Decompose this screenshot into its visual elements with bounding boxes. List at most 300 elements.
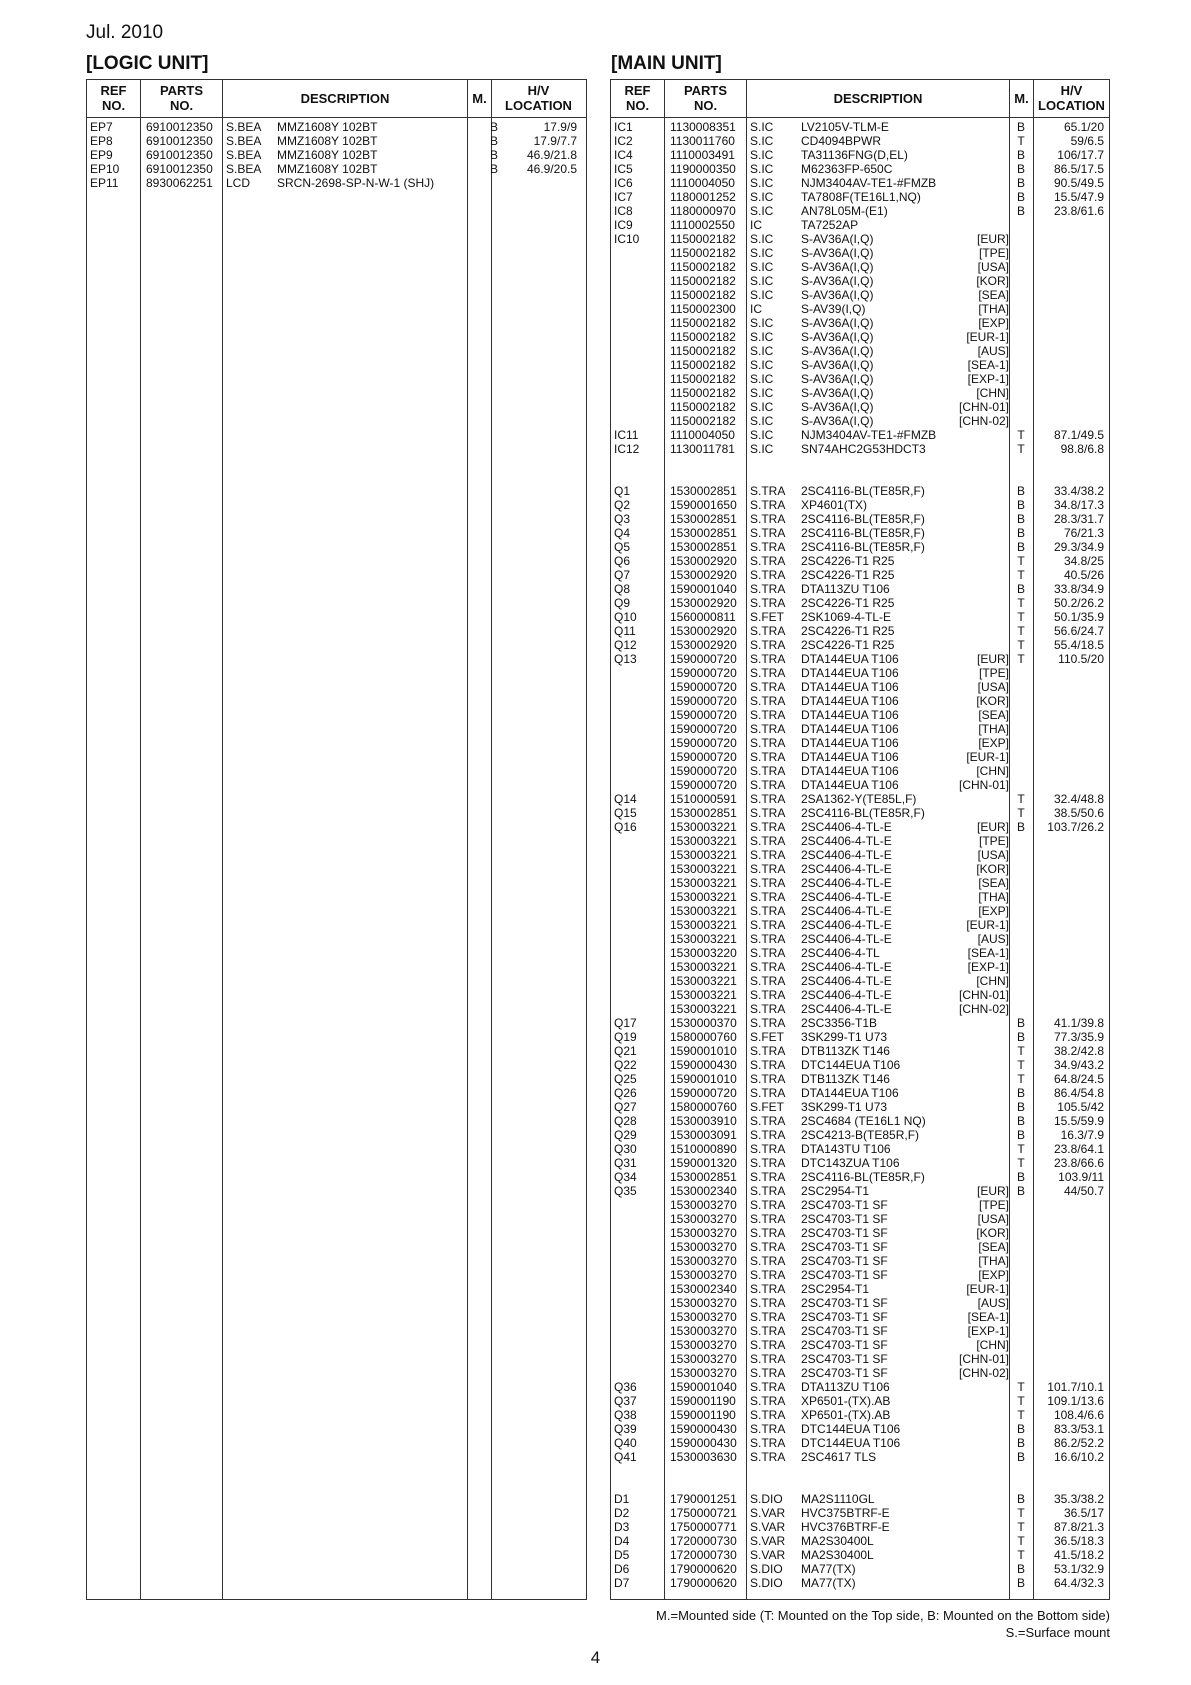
parts-no-cell: 1590000720 <box>670 666 737 680</box>
description-cell: MA77(TX) <box>801 1562 856 1576</box>
ref-cell: Q3 <box>614 512 631 526</box>
variant-cell: [CHN] <box>976 1338 1009 1352</box>
description-cell: LV2105V-TLM-E <box>801 120 889 134</box>
type-cell: S.TRA <box>750 946 786 960</box>
location-cell: 50.1/35.9 <box>1053 610 1104 624</box>
location-cell: 32.4/48.8 <box>1053 792 1104 806</box>
description-cell: 2SC4703-T1 SF <box>801 1254 888 1268</box>
ref-cell: Q8 <box>614 582 631 596</box>
ref-cell: IC2 <box>614 134 633 148</box>
logic-unit-title: [LOGIC UNIT] <box>86 53 209 74</box>
description-cell: 2SC4406-4-TL-E <box>801 890 892 904</box>
ref-cell: Q9 <box>614 596 631 610</box>
parts-no-cell: 1590001040 <box>670 582 737 596</box>
location-cell: 65.1/20 <box>1063 120 1104 134</box>
mounted-side-cell: T <box>1017 610 1025 624</box>
table-row <box>611 1058 1109 1072</box>
description-cell: 2SK1069-4-TL-E <box>801 610 892 624</box>
type-cell: S.TRA <box>750 1170 786 1184</box>
variant-cell: [CHN] <box>976 974 1009 988</box>
variant-cell: [EUR] <box>976 232 1009 246</box>
ref-cell: IC8 <box>614 204 633 218</box>
description-cell: DTA144EUA T106 <box>801 750 899 764</box>
variant-cell: [KOR] <box>976 274 1009 288</box>
parts-no-cell: 1530003221 <box>670 848 737 862</box>
variant-cell: [TPE] <box>978 666 1009 680</box>
variant-cell: [THA] <box>978 302 1009 316</box>
table-row <box>611 190 1109 204</box>
variant-cell: [KOR] <box>976 862 1009 876</box>
table-row <box>611 1100 1109 1114</box>
variant-cell: [SEA-1] <box>967 358 1009 372</box>
parts-no-cell: 1530002851 <box>670 526 737 540</box>
parts-no-cell: 1150002182 <box>670 260 736 274</box>
parts-no-cell: 1530003221 <box>670 890 737 904</box>
description-cell: S-AV36A(I,Q) <box>801 330 874 344</box>
parts-no-cell: 1530003270 <box>670 1310 737 1324</box>
parts-no-cell: 1180000970 <box>670 204 736 218</box>
description-cell: DTA113ZU T106 <box>801 582 890 596</box>
location-cell: 86.5/17.5 <box>1053 162 1104 176</box>
variant-cell: [USA] <box>977 848 1009 862</box>
location-cell: 50.2/26.2 <box>1053 596 1104 610</box>
ref-cell: Q34 <box>614 1170 637 1184</box>
type-cell: S.FET <box>750 610 785 624</box>
mounted-side-cell: B <box>489 148 498 162</box>
ref-cell: Q12 <box>614 638 637 652</box>
mounted-side-cell: T <box>1017 554 1025 568</box>
variant-cell: [SEA] <box>978 876 1009 890</box>
table-row <box>611 750 1109 764</box>
location-cell: 28.3/31.7 <box>1053 512 1104 526</box>
location-cell: 23.8/64.1 <box>1053 1142 1104 1156</box>
ref-cell: IC11 <box>614 428 639 442</box>
description-cell: SN74AHC2G53HDCT3 <box>801 442 926 456</box>
parts-no-cell: 1530003270 <box>670 1198 737 1212</box>
variant-cell: [SEA-1] <box>967 1310 1009 1324</box>
parts-no-cell: 1130008351 <box>670 120 736 134</box>
type-cell: S.TRA <box>750 568 786 582</box>
location-cell: 90.5/49.5 <box>1053 176 1104 190</box>
header-mounted-side: M. <box>1014 90 1029 106</box>
type-cell: S.TRA <box>750 890 786 904</box>
ref-cell: Q10 <box>614 610 637 624</box>
table-row <box>611 288 1109 302</box>
location-cell: 83.3/53.1 <box>1053 1422 1104 1436</box>
type-cell: S.TRA <box>750 512 786 526</box>
type-cell: S.TRA <box>750 750 786 764</box>
variant-cell: [SEA-1] <box>967 946 1009 960</box>
description-cell: MA2S30400L <box>801 1534 874 1548</box>
ref-cell: EP10 <box>90 162 120 176</box>
table-row <box>611 610 1109 624</box>
type-cell: S.IC <box>750 190 774 204</box>
type-cell: S.TRA <box>750 918 786 932</box>
parts-no-cell: 1110004050 <box>670 176 735 190</box>
description-cell: 2SC4703-T1 SF <box>801 1366 888 1380</box>
parts-no-cell: 1720000730 <box>670 1548 737 1562</box>
location-cell: 101.7/10.1 <box>1047 1380 1104 1394</box>
mounted-side-cell: B <box>1016 1422 1025 1436</box>
variant-cell: [EUR-1] <box>966 918 1009 932</box>
table-row <box>611 946 1109 960</box>
description-cell: DTB113ZK T146 <box>801 1044 890 1058</box>
mounted-side-cell: B <box>1016 190 1025 204</box>
parts-no-cell: 1530003221 <box>670 932 737 946</box>
description-cell: MA77(TX) <box>801 1576 856 1590</box>
variant-cell: [EXP-1] <box>967 372 1009 386</box>
location-cell: 15.5/47.9 <box>1053 190 1104 204</box>
parts-no-cell: 1590001190 <box>670 1408 736 1422</box>
mounted-side-cell: T <box>1017 1044 1025 1058</box>
ref-cell: IC7 <box>614 190 633 204</box>
table-row <box>611 120 1109 134</box>
location-cell: 87.1/49.5 <box>1053 428 1104 442</box>
table-row <box>611 134 1109 148</box>
variant-cell: [EUR-1] <box>966 330 1009 344</box>
ref-cell: Q41 <box>614 1450 637 1464</box>
type-cell: S.TRA <box>750 848 786 862</box>
description-cell: DTA144EUA T106 <box>801 1086 899 1100</box>
description-cell: XP6501-(TX).AB <box>801 1408 891 1422</box>
table-row <box>611 526 1109 540</box>
table-row <box>611 386 1109 400</box>
type-cell: S.IC <box>750 162 774 176</box>
parts-no-cell: 1530003270 <box>670 1296 737 1310</box>
variant-cell: [THA] <box>978 1254 1009 1268</box>
type-cell: S.TRA <box>750 694 786 708</box>
description-cell: DTA144EUA T106 <box>801 764 899 778</box>
parts-no-cell: 1590000430 <box>670 1436 737 1450</box>
parts-no-cell: 1150002182 <box>670 400 736 414</box>
description-cell: DTA144EUA T106 <box>801 652 899 666</box>
description-cell: 2SC4406-4-TL-E <box>801 918 892 932</box>
parts-no-cell: 1530002340 <box>670 1184 737 1198</box>
parts-no-cell: 1530003270 <box>670 1366 737 1380</box>
type-cell: S.TRA <box>750 1086 786 1100</box>
description-cell: DTC144EUA T106 <box>801 1436 901 1450</box>
variant-cell: [EXP] <box>978 316 1009 330</box>
ref-cell: EP11 <box>90 176 119 190</box>
parts-no-cell: 1590000720 <box>670 736 737 750</box>
parts-no-cell: 1150002182 <box>670 316 736 330</box>
table-row <box>611 1226 1109 1240</box>
table-row <box>611 1520 1109 1534</box>
mounted-side-cell: T <box>1017 1156 1025 1170</box>
parts-no-cell: 1110002550 <box>670 218 735 232</box>
parts-no-cell: 1590001010 <box>670 1072 737 1086</box>
table-row <box>611 820 1109 834</box>
ref-cell: IC1 <box>614 120 633 134</box>
type-cell: S.BEA <box>226 134 262 148</box>
table-row <box>611 722 1109 736</box>
table-row <box>611 554 1109 568</box>
description-cell: 2SC4703-T1 SF <box>801 1324 888 1338</box>
mounted-side-cell: T <box>1017 792 1025 806</box>
table-row <box>611 1548 1109 1562</box>
parts-no-cell: 1590000720 <box>670 680 737 694</box>
table-row <box>611 1492 1109 1506</box>
parts-no-cell: 1580000760 <box>670 1100 737 1114</box>
description-cell: TA31136FNG(D,EL) <box>801 148 908 162</box>
ref-cell: Q4 <box>614 526 631 540</box>
mounted-side-cell: B <box>1016 1450 1025 1464</box>
type-cell: S.IC <box>750 344 774 358</box>
parts-no-cell: 1590000720 <box>670 652 737 666</box>
type-cell: S.TRA <box>750 862 786 876</box>
type-cell: S.TRA <box>750 624 786 638</box>
mounted-side-cell: B <box>1016 120 1025 134</box>
variant-cell: [CHN] <box>976 764 1009 778</box>
description-cell: DTA144EUA T106 <box>801 708 899 722</box>
parts-no-cell: 1150002182 <box>670 414 736 428</box>
description-cell: S-AV36A(I,Q) <box>801 344 874 358</box>
type-cell: S.TRA <box>750 680 786 694</box>
type-cell: S.TRA <box>750 1240 786 1254</box>
variant-cell: [CHN-01] <box>958 988 1009 1002</box>
table-row <box>611 666 1109 680</box>
ref-cell: D4 <box>614 1534 630 1548</box>
ref-cell: D1 <box>614 1492 630 1506</box>
location-cell: 44/50.7 <box>1063 1184 1104 1198</box>
description-cell: 2SC4406-4-TL-E <box>801 904 892 918</box>
variant-cell: [AUS] <box>977 344 1009 358</box>
variant-cell: [TPE] <box>978 834 1009 848</box>
description-cell: DTA144EUA T106 <box>801 778 899 792</box>
description-cell: 2SC4703-T1 SF <box>801 1212 888 1226</box>
table-row <box>611 1184 1109 1198</box>
type-cell: S.IC <box>750 148 774 162</box>
table-row <box>611 246 1109 260</box>
table-row <box>611 638 1109 652</box>
table-row <box>611 1086 1109 1100</box>
mounted-side-cell: T <box>1017 428 1025 442</box>
mounted-side-cell: B <box>1016 162 1025 176</box>
description-cell: 2SC4406-4-TL <box>801 946 880 960</box>
location-cell: 36.5/18.3 <box>1053 1534 1104 1548</box>
table-row <box>611 708 1109 722</box>
table-row <box>611 1002 1109 1016</box>
mounted-side-cell: T <box>1017 1142 1025 1156</box>
description-cell: DTC144EUA T106 <box>801 1422 901 1436</box>
page-number: 4 <box>590 1648 601 1667</box>
ref-cell: Q7 <box>614 568 631 582</box>
type-cell: S.TRA <box>750 1394 786 1408</box>
type-cell: S.IC <box>750 428 774 442</box>
ref-cell: Q15 <box>614 806 637 820</box>
mounted-side-cell: B <box>1016 1492 1025 1506</box>
table-row <box>611 1296 1109 1310</box>
description-cell: 2SC4406-4-TL-E <box>801 848 892 862</box>
main-unit-table <box>610 79 1110 1600</box>
description-cell: XP4601(TX) <box>801 498 868 512</box>
description-cell: DTA144EUA T106 <box>801 666 899 680</box>
description-cell: 2SC4406-4-TL-E <box>801 834 892 848</box>
ref-cell: Q11 <box>614 624 636 638</box>
table-row <box>611 456 1109 470</box>
ref-cell: Q27 <box>614 1100 637 1114</box>
table-row <box>611 1114 1109 1128</box>
ref-cell: IC9 <box>614 218 633 232</box>
location-cell: 108.4/6.6 <box>1053 1408 1104 1422</box>
description-cell: 2SC4406-4-TL-E <box>801 960 892 974</box>
mounted-side-cell: B <box>1016 1016 1025 1030</box>
table-row <box>611 540 1109 554</box>
type-cell: S.TRA <box>750 1058 786 1072</box>
description-cell: AN78L05M-(E1) <box>801 204 888 218</box>
parts-no-cell: 1590000720 <box>670 694 737 708</box>
description-cell: MA2S30400L <box>801 1548 874 1562</box>
parts-no-cell: 1530002920 <box>670 568 737 582</box>
table-row <box>611 330 1109 344</box>
variant-cell: [EXP] <box>978 736 1009 750</box>
description-cell: 2SC4226-T1 R25 <box>801 638 895 652</box>
description-cell: 2SC4703-T1 SF <box>801 1296 888 1310</box>
location-cell: 38.5/50.6 <box>1053 806 1104 820</box>
table-row <box>611 414 1109 428</box>
ref-cell: Q29 <box>614 1128 637 1142</box>
variant-cell: [EUR] <box>976 652 1009 666</box>
table-row <box>611 890 1109 904</box>
description-cell: MA2S1110GL <box>801 1492 875 1506</box>
mounted-side-cell: B <box>489 134 498 148</box>
ref-cell: Q2 <box>614 498 631 512</box>
table-row <box>611 1310 1109 1324</box>
mounted-side-cell: B <box>1016 1030 1025 1044</box>
parts-no-cell: 1530003091 <box>670 1128 737 1142</box>
location-cell: 23.8/61.6 <box>1053 204 1104 218</box>
ref-cell: EP8 <box>90 134 113 148</box>
description-cell: 2SC4703-T1 SF <box>801 1310 888 1324</box>
table-row <box>611 1282 1109 1296</box>
type-cell: S.TRA <box>750 652 786 666</box>
parts-no-cell: 1530003221 <box>670 960 737 974</box>
parts-no-cell: 1150002182 <box>670 246 736 260</box>
description-cell: 2SC4226-T1 R25 <box>801 568 895 582</box>
location-cell: 56.6/24.7 <box>1053 624 1104 638</box>
table-row <box>611 1394 1109 1408</box>
variant-cell: [CHN-01] <box>958 1352 1009 1366</box>
location-cell: 16.6/10.2 <box>1053 1450 1104 1464</box>
ref-cell: Q30 <box>614 1142 637 1156</box>
description-cell: MMZ1608Y 102BT <box>277 134 378 148</box>
ref-cell: Q25 <box>614 1072 637 1086</box>
location-cell: 46.9/20.5 <box>526 162 577 176</box>
description-cell: S-AV36A(I,Q) <box>801 358 874 372</box>
description-cell: TA7808F(TE16L1,NQ) <box>801 190 921 204</box>
description-cell: 2SC4703-T1 SF <box>801 1226 888 1240</box>
type-cell: S.TRA <box>750 1268 786 1282</box>
type-cell: S.IC <box>750 204 774 218</box>
type-cell: S.DIO <box>750 1576 783 1590</box>
table-row <box>611 652 1109 666</box>
parts-no-cell: 1580000760 <box>670 1030 737 1044</box>
table-row <box>611 1128 1109 1142</box>
variant-cell: [EXP-1] <box>967 960 1009 974</box>
ref-cell: D5 <box>614 1548 630 1562</box>
type-cell: S.VAR <box>750 1520 786 1534</box>
type-cell: S.TRA <box>750 764 786 778</box>
table-row <box>611 1478 1109 1492</box>
table-row <box>611 148 1109 162</box>
location-cell: 46.9/21.8 <box>526 148 577 162</box>
parts-no-cell: 1790001251 <box>670 1492 737 1506</box>
description-cell: 2SC4213-B(TE85R,F) <box>801 1128 920 1142</box>
variant-cell: [CHN-02] <box>958 1002 1009 1016</box>
description-cell: 3SK299-T1 U73 <box>801 1100 888 1114</box>
type-cell: S.TRA <box>750 1114 786 1128</box>
location-cell: 86.2/52.2 <box>1053 1436 1104 1450</box>
parts-no-cell: 1590000430 <box>670 1422 737 1436</box>
parts-no-cell: 1590001010 <box>670 1044 737 1058</box>
table-row <box>611 834 1109 848</box>
description-cell: MMZ1608Y 102BT <box>277 120 378 134</box>
variant-cell: [AUS] <box>977 932 1009 946</box>
parts-no-cell: 1510000591 <box>670 792 737 806</box>
table-header <box>611 80 1109 118</box>
location-cell: 40.5/26 <box>1063 568 1104 582</box>
parts-no-cell: 1530003270 <box>670 1212 737 1226</box>
parts-no-cell: 1180001252 <box>670 190 736 204</box>
table-row <box>611 680 1109 694</box>
location-cell: 110.5/20 <box>1058 652 1104 666</box>
parts-no-cell: 1530003221 <box>670 974 737 988</box>
mounted-side-cell: B <box>1016 498 1025 512</box>
type-cell: S.TRA <box>750 540 786 554</box>
variant-cell: [KOR] <box>976 1226 1009 1240</box>
parts-no-cell: 1590000720 <box>670 750 737 764</box>
description-cell: 2SC4406-4-TL-E <box>801 820 892 834</box>
type-cell: S.TRA <box>750 1352 786 1366</box>
parts-no-cell: 1720000730 <box>670 1534 737 1548</box>
description-cell: 2SC4406-4-TL-E <box>801 862 892 876</box>
mounted-side-cell: B <box>1016 204 1025 218</box>
type-cell: S.TRA <box>750 1072 786 1086</box>
description-cell: 2SA1362-Y(TE85L,F) <box>801 792 917 806</box>
description-cell: 2SC4406-4-TL-E <box>801 1002 892 1016</box>
type-cell: S.FET <box>750 1030 785 1044</box>
location-cell: 59/6.5 <box>1070 134 1104 148</box>
header-hv-location: H/V LOCATION <box>505 83 572 113</box>
mounted-side-cell: T <box>1017 1520 1025 1534</box>
mounted-side-cell: T <box>1017 624 1025 638</box>
mounted-side-cell: T <box>1017 568 1025 582</box>
description-cell: 2SC4703-T1 SF <box>801 1268 888 1282</box>
description-cell: 2SC3356-T1B <box>801 1016 878 1030</box>
mounted-side-cell: B <box>1016 1114 1025 1128</box>
description-cell: 2SC2954-T1 <box>801 1282 870 1296</box>
table-row <box>611 1352 1109 1366</box>
location-cell: 29.3/34.9 <box>1053 540 1104 554</box>
parts-no-cell: 6910012350 <box>146 162 213 176</box>
description-cell: 2SC4703-T1 SF <box>801 1198 888 1212</box>
parts-no-cell: 1530003221 <box>670 862 737 876</box>
type-cell: S.TRA <box>750 932 786 946</box>
mounted-side-cell: T <box>1017 1534 1025 1548</box>
table-row <box>87 176 586 190</box>
description-cell: 2SC4116-BL(TE85R,F) <box>801 484 925 498</box>
table-row <box>611 1044 1109 1058</box>
description-cell: 2SC4684 (TE16L1 NQ) <box>801 1114 926 1128</box>
variant-cell: [TPE] <box>978 1198 1009 1212</box>
parts-no-cell: 1530003221 <box>670 876 737 890</box>
parts-no-cell: 1530003221 <box>670 834 737 848</box>
table-row <box>611 596 1109 610</box>
mounted-side-cell: B <box>1016 1086 1025 1100</box>
parts-no-cell: 1150002182 <box>670 330 736 344</box>
table-row <box>611 428 1109 442</box>
table-row <box>611 484 1109 498</box>
